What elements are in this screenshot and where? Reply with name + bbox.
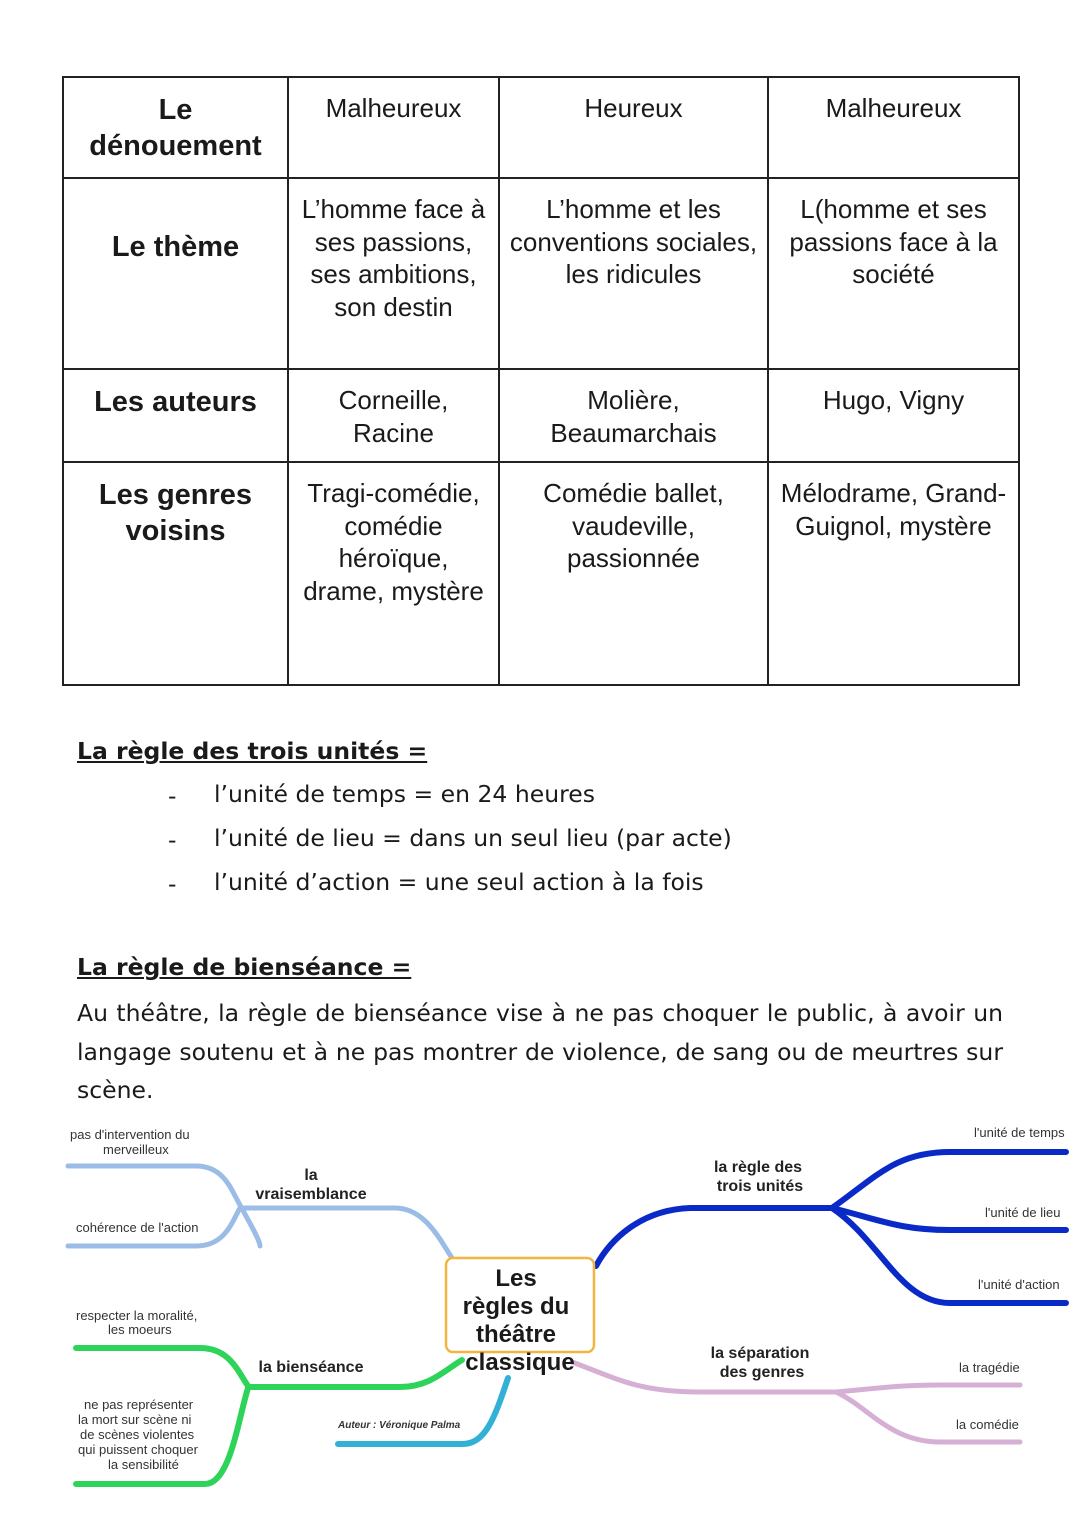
bullet-dash: -	[168, 870, 177, 898]
leaf-action: l'unité d'action	[978, 1277, 1060, 1292]
leaf-lieu: l'unité de lieu	[985, 1205, 1061, 1220]
unite-action: l’unité d’action = une seul action à la fois	[214, 868, 704, 896]
leaf-temps: l'unité de temps	[974, 1125, 1065, 1140]
bullet-dash: -	[168, 826, 177, 854]
unites-label-line1: la règle des	[713, 1159, 803, 1176]
center-line: classique	[465, 1349, 575, 1376]
leaf-coherence: cohérence de l'action	[76, 1220, 199, 1235]
separation-label-line1: la séparation	[710, 1345, 810, 1362]
leaf-violence-line4: qui puissent choquer	[78, 1442, 198, 1457]
author-credit: Auteur : Véronique Palma	[338, 1420, 461, 1431]
table-cell: Mélodrame, Grand-Guignol, mystère	[768, 462, 1019, 685]
center-line: théâtre	[475, 1321, 557, 1348]
leaf-merveilleux-line1: pas d'intervention du	[70, 1127, 190, 1142]
row-header: Les auteurs	[63, 369, 288, 462]
paragraph-line: langage soutenu et à ne pas montrer de violence, de sang ou de meurtres sur	[77, 1037, 1003, 1066]
bienseance-paragraph	[77, 994, 1003, 1110]
center-line: règles du	[462, 1293, 570, 1320]
leaf-violence-line5: la sensibilité	[108, 1457, 179, 1472]
paragraph-line: scène.	[77, 1076, 154, 1104]
leaf-tragedie: la tragédie	[959, 1360, 1020, 1375]
leaf-moralite-line1: respecter la moralité,	[76, 1308, 198, 1323]
bullet-dash: -	[168, 782, 177, 810]
unites-title: La règle des trois unités =	[77, 737, 428, 765]
table-row	[63, 462, 1019, 685]
center-line: Les	[495, 1265, 537, 1292]
row-header: Les genres voisins	[63, 462, 288, 685]
table-row	[63, 369, 1019, 462]
paragraph-line: Au théâtre, la règle de bienséance vise à ne pas choquer le public, à avoir un	[77, 999, 1003, 1027]
bienseance-label: la bienséance	[258, 1359, 364, 1376]
table-cell: Malheureux	[288, 77, 499, 178]
table-row	[63, 77, 1019, 178]
unites-label-line2: trois unités	[716, 1178, 804, 1195]
theatre-table	[62, 76, 1020, 686]
unite-lieu: l’unité de lieu = dans un seul lieu (par acte)	[214, 824, 732, 852]
leaf-violence-line1: ne pas représenter	[84, 1397, 194, 1412]
vraisemblance-label-line2: vraisemblance	[255, 1186, 367, 1203]
table-cell: L’homme face à ses passions, ses ambitions, son destin	[288, 178, 499, 369]
row-header: Le dénouement	[63, 77, 288, 178]
leaf-violence-line2: la mort sur scène ni	[78, 1412, 192, 1427]
leaf-merveilleux-line2: merveilleux	[103, 1142, 169, 1157]
table-cell: Malheureux	[768, 77, 1019, 178]
table-cell: Corneille, Racine	[288, 369, 499, 462]
table-cell: Hugo, Vigny	[768, 369, 1019, 462]
table-cell: Heureux	[499, 77, 768, 178]
bienseance-title: La règle de bienséance =	[77, 953, 412, 981]
leaf-violence-line3: de scènes violentes	[80, 1427, 195, 1442]
table-cell: Comédie ballet, vaudeville, passionnée	[499, 462, 768, 685]
table-cell: L(homme et ses passions face à la société	[768, 178, 1019, 369]
row-header: Le thème	[63, 178, 288, 369]
table-row	[63, 178, 1019, 369]
table-cell: Molière, Beaumarchais	[499, 369, 768, 462]
leaf-comedie: la comédie	[956, 1417, 1019, 1432]
vraisemblance-label-line1: la	[304, 1167, 318, 1184]
unite-temps: l’unité de temps = en 24 heures	[214, 780, 595, 808]
mindmap	[0, 1110, 1080, 1530]
leaf-moralite-line2: les moeurs	[108, 1322, 172, 1337]
table-cell: L’homme et les conventions sociales, les ridicules	[499, 178, 768, 369]
vraisemblance-branch	[68, 1166, 452, 1258]
separation-label-line2: des genres	[719, 1364, 805, 1381]
table-cell: Tragi-comédie, comédie héroïque, drame, mystère	[288, 462, 499, 685]
